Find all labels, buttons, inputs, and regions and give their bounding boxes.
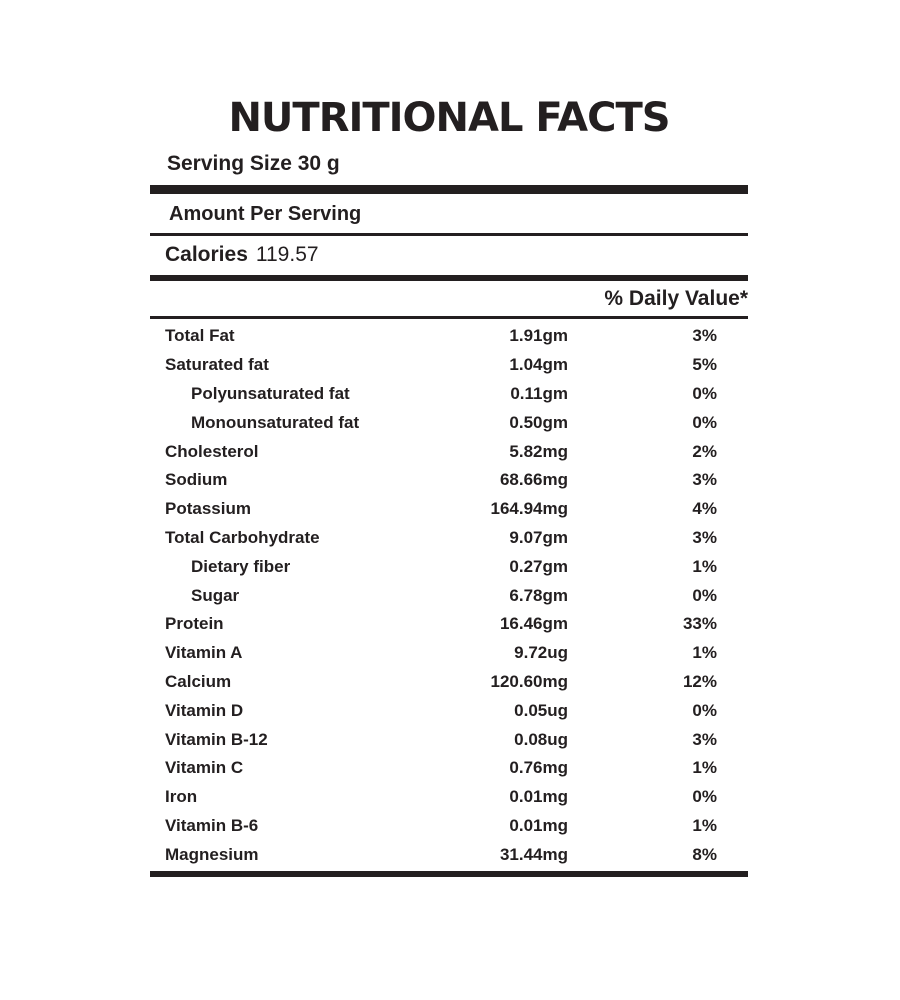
calories-value: 119.57 <box>255 243 319 266</box>
nutrient-amount: 0.08ug <box>514 729 568 749</box>
divider-thick-top <box>150 185 748 194</box>
nutrient-name: Polyunsaturated fat <box>191 383 350 403</box>
nutrient-daily-value: 2% <box>692 441 717 461</box>
table-row <box>150 322 748 351</box>
nutrient-daily-value: 3% <box>692 729 717 749</box>
table-row <box>150 812 748 841</box>
nutrient-name: Calcium <box>165 671 232 691</box>
nutrient-daily-value: 33% <box>682 614 717 634</box>
table-row <box>150 783 748 812</box>
nutrient-table <box>150 319 748 869</box>
nutrient-amount: 0.76mg <box>509 758 568 778</box>
nutrition-label <box>150 96 748 877</box>
table-row <box>150 754 748 783</box>
calories-label: Calories <box>165 243 248 266</box>
nutrient-daily-value: 3% <box>692 527 717 547</box>
nutrient-name: Sugar <box>191 585 240 605</box>
nutrient-amount: 164.94mg <box>490 499 568 519</box>
table-row <box>150 639 748 668</box>
nutrient-name: Magnesium <box>165 844 259 864</box>
serving-size-text: Serving Size 30 g <box>167 152 340 175</box>
table-row <box>150 495 748 524</box>
table-row <box>150 408 748 437</box>
nutrient-daily-value: 0% <box>692 412 717 432</box>
nutrient-daily-value: 3% <box>692 470 717 490</box>
amount-per-serving-text: Amount Per Serving <box>169 203 362 225</box>
nutrient-daily-value: 0% <box>692 700 717 720</box>
nutrient-name: Total Fat <box>165 326 235 346</box>
nutrient-name: Vitamin C <box>165 758 244 778</box>
table-row <box>150 552 748 581</box>
nutrient-amount: 0.01mg <box>509 815 568 835</box>
nutrient-daily-value: 3% <box>692 326 717 346</box>
nutrient-amount: 0.01mg <box>509 787 568 807</box>
nutrient-daily-value: 1% <box>692 758 717 778</box>
nutrient-amount: 1.91gm <box>509 326 568 346</box>
nutrient-daily-value: 1% <box>692 643 717 663</box>
table-row <box>150 840 748 869</box>
nutrient-name: Monounsaturated fat <box>191 412 360 432</box>
nutrient-amount: 31.44mg <box>499 844 568 864</box>
nutrient-amount: 9.72ug <box>514 643 568 663</box>
table-row <box>150 351 748 380</box>
nutrient-daily-value: 0% <box>692 787 717 807</box>
nutrient-name: Saturated fat <box>165 355 269 375</box>
nutrient-name: Total Carbohydrate <box>165 527 320 547</box>
nutrient-amount: 0.50gm <box>509 412 568 432</box>
table-row <box>150 668 748 697</box>
nutrient-name: Sodium <box>165 470 228 490</box>
nutrient-daily-value: 0% <box>692 585 717 605</box>
nutrient-daily-value: 0% <box>692 383 717 403</box>
table-row <box>150 581 748 610</box>
nutrient-name: Protein <box>165 614 224 634</box>
nutrient-name: Dietary fiber <box>191 556 291 576</box>
nutrient-daily-value: 5% <box>692 355 717 375</box>
nutrient-amount: 68.66mg <box>499 470 568 490</box>
nutrient-daily-value: 12% <box>682 671 717 691</box>
nutrient-amount: 0.11gm <box>510 383 568 403</box>
table-row <box>150 437 748 466</box>
nutrient-daily-value: 4% <box>692 499 717 519</box>
nutrient-name: Iron <box>165 787 198 807</box>
nutrient-name: Vitamin D <box>165 700 244 720</box>
table-row <box>150 610 748 639</box>
nutrient-name: Cholesterol <box>165 441 259 461</box>
nutrient-name: Vitamin B-12 <box>165 729 268 749</box>
nutrient-amount: 0.27gm <box>509 556 568 576</box>
nutrient-amount: 9.07gm <box>509 527 568 547</box>
calories-row <box>150 236 748 275</box>
nutrient-daily-value: 8% <box>692 844 717 864</box>
table-row <box>150 725 748 754</box>
nutrient-name: Vitamin B-6 <box>165 815 259 835</box>
nutrient-amount: 1.04gm <box>509 355 568 375</box>
daily-value-header: % Daily Value* <box>604 287 748 310</box>
nutrient-amount: 5.82mg <box>509 441 568 461</box>
nutrient-amount: 120.60mg <box>490 671 568 691</box>
divider-thick-bottom <box>150 871 748 877</box>
table-row <box>150 466 748 495</box>
nutrient-name: Potassium <box>165 499 251 519</box>
table-row <box>150 524 748 553</box>
page-title: NUTRITIONAL FACTS <box>228 95 670 141</box>
nutrient-amount: 0.05ug <box>514 700 568 720</box>
nutrient-amount: 6.78gm <box>509 585 568 605</box>
nutrient-daily-value: 1% <box>692 556 717 576</box>
nutrient-name: Vitamin A <box>165 643 243 663</box>
table-row <box>150 380 748 409</box>
nutrient-daily-value: 1% <box>692 815 717 835</box>
table-row <box>150 696 748 725</box>
nutrient-amount: 16.46gm <box>499 614 568 634</box>
